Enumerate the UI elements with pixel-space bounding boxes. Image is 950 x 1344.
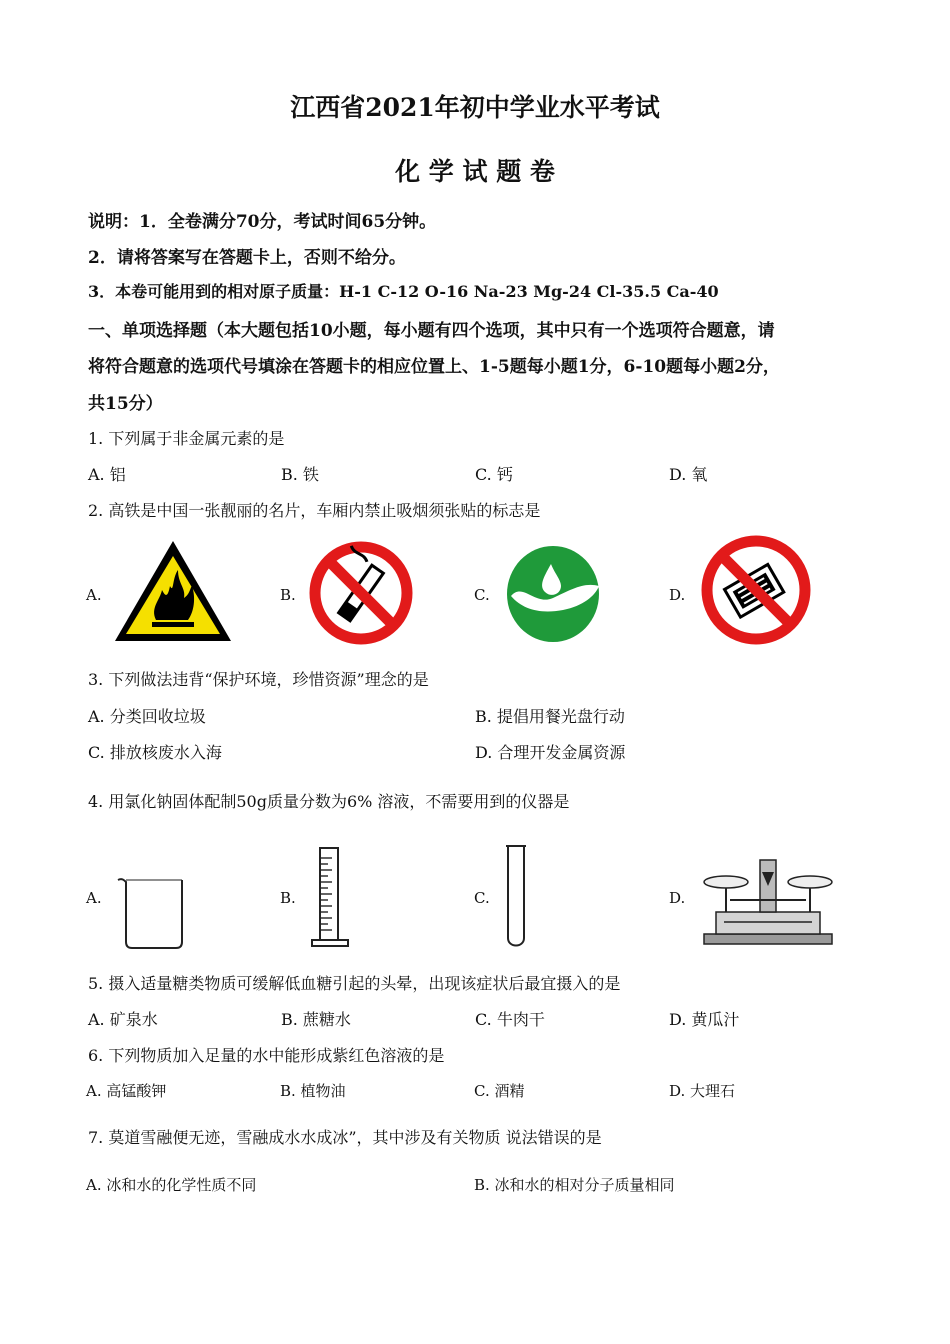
- question-6-option-a: A. 高锰酸钾: [86, 1082, 167, 1100]
- question-6-option-b: B. 植物油: [280, 1082, 346, 1100]
- graduated-cylinder-icon: [308, 844, 352, 950]
- instruction-line-3: 3．本卷可能用到的相对原子质量：H-1 C-12 O-16 Na-23 Mg-24 Cl-35.5 Ca-40: [88, 282, 719, 301]
- question-3-option-b: B. 提倡用餐光盘行动: [475, 707, 625, 726]
- water-saving-icon: [503, 540, 603, 646]
- question-5-stem: 5. 摄入适量糖类物质可缓解低血糖引起的头晕，出现该症状后最宜摄入的是: [88, 974, 621, 993]
- test-tube-icon: [500, 842, 532, 952]
- question-4-stem: 4. 用氯化钠固体配制50g质量分数为6% 溶液，不需要用到的仪器是: [88, 792, 570, 811]
- question-6-stem: 6. 下列物质加入足量的水中能形成紫红色溶液的是: [88, 1046, 445, 1065]
- question-7-option-a: A. 冰和水的化学性质不同: [86, 1176, 257, 1194]
- question-2-option-d: D.: [669, 586, 686, 604]
- question-2-option-a: A.: [86, 586, 102, 604]
- no-smoking-icon: [308, 540, 414, 646]
- instruction-line-2: 2．请将答案写在答题卡上，否则不给分。: [88, 248, 406, 268]
- question-3-option-a: A. 分类回收垃圾: [88, 707, 206, 726]
- question-4-option-d: D.: [669, 889, 686, 907]
- question-5-option-a: A. 矿泉水: [88, 1010, 158, 1029]
- beaker-icon: [114, 874, 188, 950]
- question-5-option-d: D. 黄瓜汁: [669, 1010, 740, 1029]
- question-1-option-b: B. 铁: [281, 465, 319, 484]
- question-1-stem: 1. 下列属于非金属元素的是: [88, 429, 285, 448]
- question-1-option-c: C. 钙: [475, 465, 513, 484]
- question-3-option-c: C. 排放核废水入海: [88, 743, 222, 762]
- page-subtitle: 化 学 试 题 卷: [395, 157, 555, 186]
- page-title: 江西省2021年初中学业水平考试: [290, 93, 660, 122]
- question-2-option-c: C.: [474, 586, 490, 604]
- question-4-option-b: B.: [280, 889, 296, 907]
- question-4-option-a: A.: [86, 889, 102, 907]
- section-header-line-2: 将符合题意的选项代号填涂在答题卡的相应位置上、1-5题每小题1分，6-10题每小题2分，: [88, 357, 780, 377]
- section-header-line-1: 一、单项选择题（本大题包括10小题，每小题有四个选项，其中只有一个选项符合题意，请: [88, 321, 775, 341]
- question-2-option-b: B.: [280, 586, 296, 604]
- question-6-option-c: C. 酒精: [474, 1082, 525, 1100]
- no-matches-icon: [700, 534, 812, 646]
- question-1-option-a: A. 铝: [88, 465, 126, 484]
- flammable-warning-icon: [112, 538, 234, 644]
- question-7-option-b: B. 冰和水的相对分子质量相同: [474, 1176, 675, 1194]
- question-2-stem: 2. 高铁是中国一张靓丽的名片，车厢内禁止吸烟须张贴的标志是: [88, 501, 541, 520]
- question-4-option-c: C.: [474, 889, 490, 907]
- question-3-option-d: D. 合理开发金属资源: [475, 743, 626, 762]
- question-5-option-b: B. 蔗糖水: [281, 1010, 351, 1029]
- instruction-line-1: 说明：1．全卷满分70分，考试时间65分钟。: [88, 212, 437, 232]
- question-5-option-c: C. 牛肉干: [475, 1010, 545, 1029]
- balance-scale-icon: [700, 856, 836, 948]
- section-header-line-3: 共15分）: [88, 394, 163, 414]
- question-6-option-d: D. 大理石: [669, 1082, 736, 1100]
- question-3-stem: 3. 下列做法违背“保护环境，珍惜资源”理念的是: [88, 670, 429, 689]
- question-7-stem: 7. 莫道雪融便无迹，雪融成水水成冰”，其中涉及有关物质 说法错误的是: [88, 1128, 602, 1147]
- question-1-option-d: D. 氧: [669, 465, 708, 484]
